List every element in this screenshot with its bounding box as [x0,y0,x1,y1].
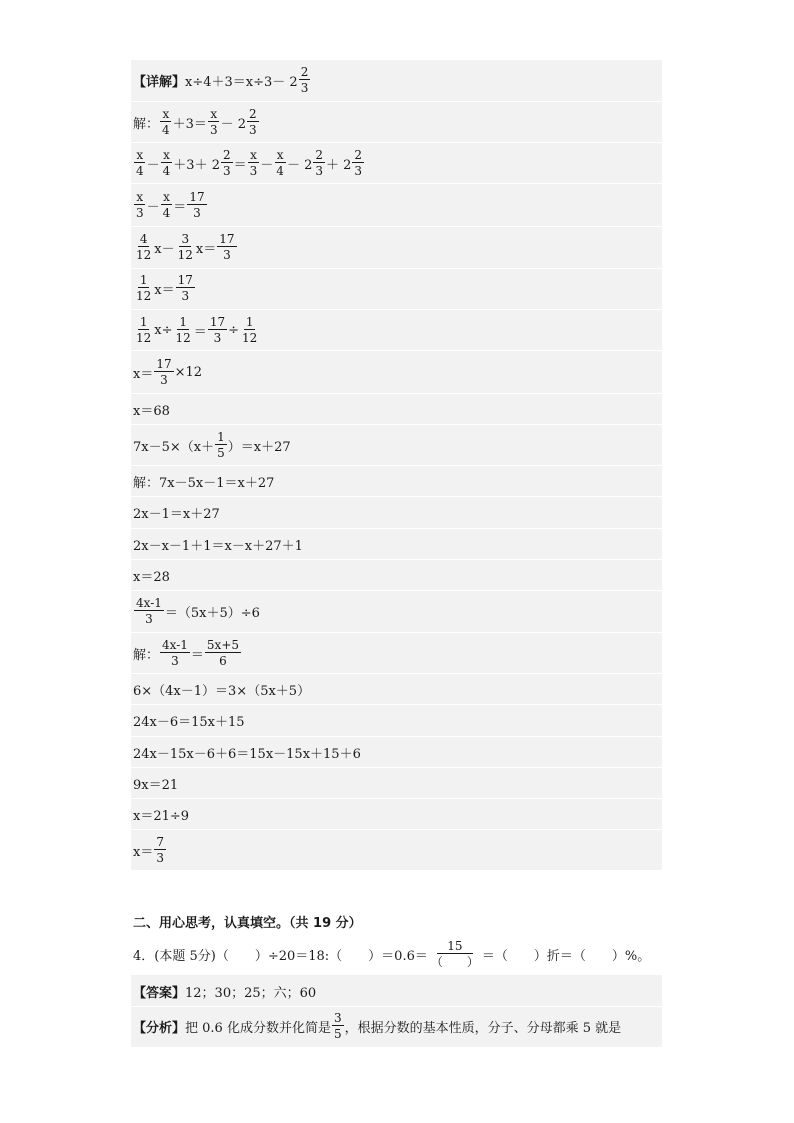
divider [131,268,662,269]
equation-line: x＝28 [133,569,170,585]
divider [131,632,662,633]
fraction: $\frac{x}{4}$ [162,107,170,137]
equation-text: x＝ [133,366,154,382]
equation-text: x÷4＋3＝x÷3－ 2 [185,74,298,90]
equation-line [133,231,238,263]
divider [131,393,662,394]
equation-line: 2x－1＝x＋27 [133,506,220,522]
fraction: $\frac{x}{4}$ [136,148,144,178]
section-title: 二、用心思考，认真填空。（共 19 分） [133,916,362,931]
equation-text: x＝ [154,282,175,298]
equation-line: 2x－x－1＋1＝x－x＋27＋1 [133,538,303,554]
analysis-label: 【分析】 [133,1020,186,1036]
fraction: $\frac{3}{12}$ [177,232,193,262]
divider [131,590,662,591]
divider [131,142,662,143]
equation-text: 7x－5×（x＋ [133,439,215,455]
question-text: ＝（ ）折＝（ ）%。 [481,948,651,964]
analysis-text: ，根据分数的基本性质，分子、分母都乘 5 就是 [344,1020,622,1036]
answer-line [133,975,316,1007]
question-text: 4．(本题 5分)（ ）÷20＝18:（ ）＝0.6＝ [133,948,428,964]
solve-label: 解： [133,647,160,663]
fraction: $\frac{2}{3}$ [315,148,323,178]
equation-line [133,637,242,669]
divider [131,424,662,425]
equation-line: 24x－6＝15x＋15 [133,714,245,730]
equation-line: x＝21÷9 [133,808,190,824]
equation-line [133,465,274,497]
equation-text: x÷ [154,322,173,338]
answer-text: 12；30；25；六；60 [185,985,317,1001]
divider [131,226,662,227]
answer-label: 【答案】 [133,985,186,1001]
equation-text: ÷ [228,322,239,338]
solve-label: 解： [133,475,160,491]
fraction: $\frac{1}{5}$ [217,430,225,460]
fraction: $\frac{4x-1}{3}$ [162,638,188,668]
detail-label: 【详解】 [133,74,186,90]
equation-text: ＝ [190,647,204,663]
equation-line [133,429,291,461]
fraction: $\frac{4}{12}$ [136,232,152,262]
fraction: $\frac{4x-1}{3}$ [136,596,162,626]
equation-text: ＋3＝ [172,116,207,132]
equation-text: ＝ [233,157,247,173]
equation-line: x＝68 [133,403,170,419]
fraction: $\frac{2}{3}$ [300,65,309,95]
fraction: $\frac{1}{12}$ [136,315,152,345]
fraction: $\frac{x}{4}$ [276,148,284,178]
fraction: $\frac{17}{3}$ [156,357,172,387]
fraction: $\frac{x}{4}$ [162,148,171,178]
fraction: $\frac{3}{5}$ [333,1011,342,1041]
fraction: $\frac{x}{4}$ [162,190,171,220]
divider [131,183,662,184]
equation-text: ＝ [173,199,187,215]
equation-text: － [260,157,274,173]
analysis-text: 把 0.6 化成分数并化简是 [185,1020,331,1036]
equation-text: ＝（5x＋5）÷6 [164,605,260,621]
fraction: $\frac{15}{( )}$ [430,939,479,969]
analysis-line [133,1010,621,1042]
equation-text: － 2 [286,157,313,173]
equation-text: ×12 [174,364,203,380]
equation-line: 9x＝21 [133,777,179,793]
equation-text: 7x－5x－1＝x＋27 [159,475,275,491]
equation-line [133,147,365,179]
equation-line [133,189,208,221]
divider [131,309,662,310]
solve-label: 解： [133,116,160,132]
fraction: $\frac{2}{3}$ [248,107,257,137]
equation-text: ＝ [193,324,207,340]
divider [131,350,662,351]
equation-line: 24x－15x－6＋6＝15x－15x＋15＋6 [133,746,361,762]
equation-text: x＝ [195,241,217,257]
divider [131,101,662,102]
divider [131,829,662,830]
equation-line [133,106,260,138]
question-4 [133,938,650,970]
equation-line [133,314,260,346]
equation-text: － [146,199,160,215]
fraction: $\frac{x}{3}$ [249,148,258,178]
equation-text: ）＝x＋27 [227,439,291,455]
fraction: $\frac{17}{3}$ [209,315,226,345]
fraction: $\frac{x}{3}$ [209,107,218,137]
fraction: $\frac{1}{12}$ [175,315,191,345]
equation-text: ＋ 2 [325,157,352,173]
equation-text: x－ [154,241,175,257]
fraction: $\frac{17}{3}$ [189,190,205,220]
equation-text: ＋3＋ 2 [173,157,220,173]
fraction: $\frac{2}{3}$ [222,148,231,178]
fraction: $\frac{1}{12}$ [242,315,258,345]
equation-line [133,834,167,866]
fraction: $\frac{17}{3}$ [177,273,193,303]
fraction: $\frac{x}{3}$ [136,190,144,220]
equation-line [133,595,260,627]
equation-line [133,272,196,304]
fraction: $\frac{17}{3}$ [219,232,235,262]
divider [131,798,662,799]
fraction: $\frac{1}{12}$ [136,273,152,303]
equation-text: x＝ [133,844,154,860]
fraction: $\frac{2}{3}$ [354,148,363,178]
fraction: $\frac{5x+5}{6}$ [206,638,240,668]
fraction: $\frac{7}{3}$ [156,835,164,865]
equation-text: － 2 [220,116,246,132]
equation-line: 6×（4x－1）＝3×（5x＋5） [133,683,311,699]
equation-line [133,64,311,96]
equation-text: － [146,157,160,173]
equation-line [133,356,202,388]
